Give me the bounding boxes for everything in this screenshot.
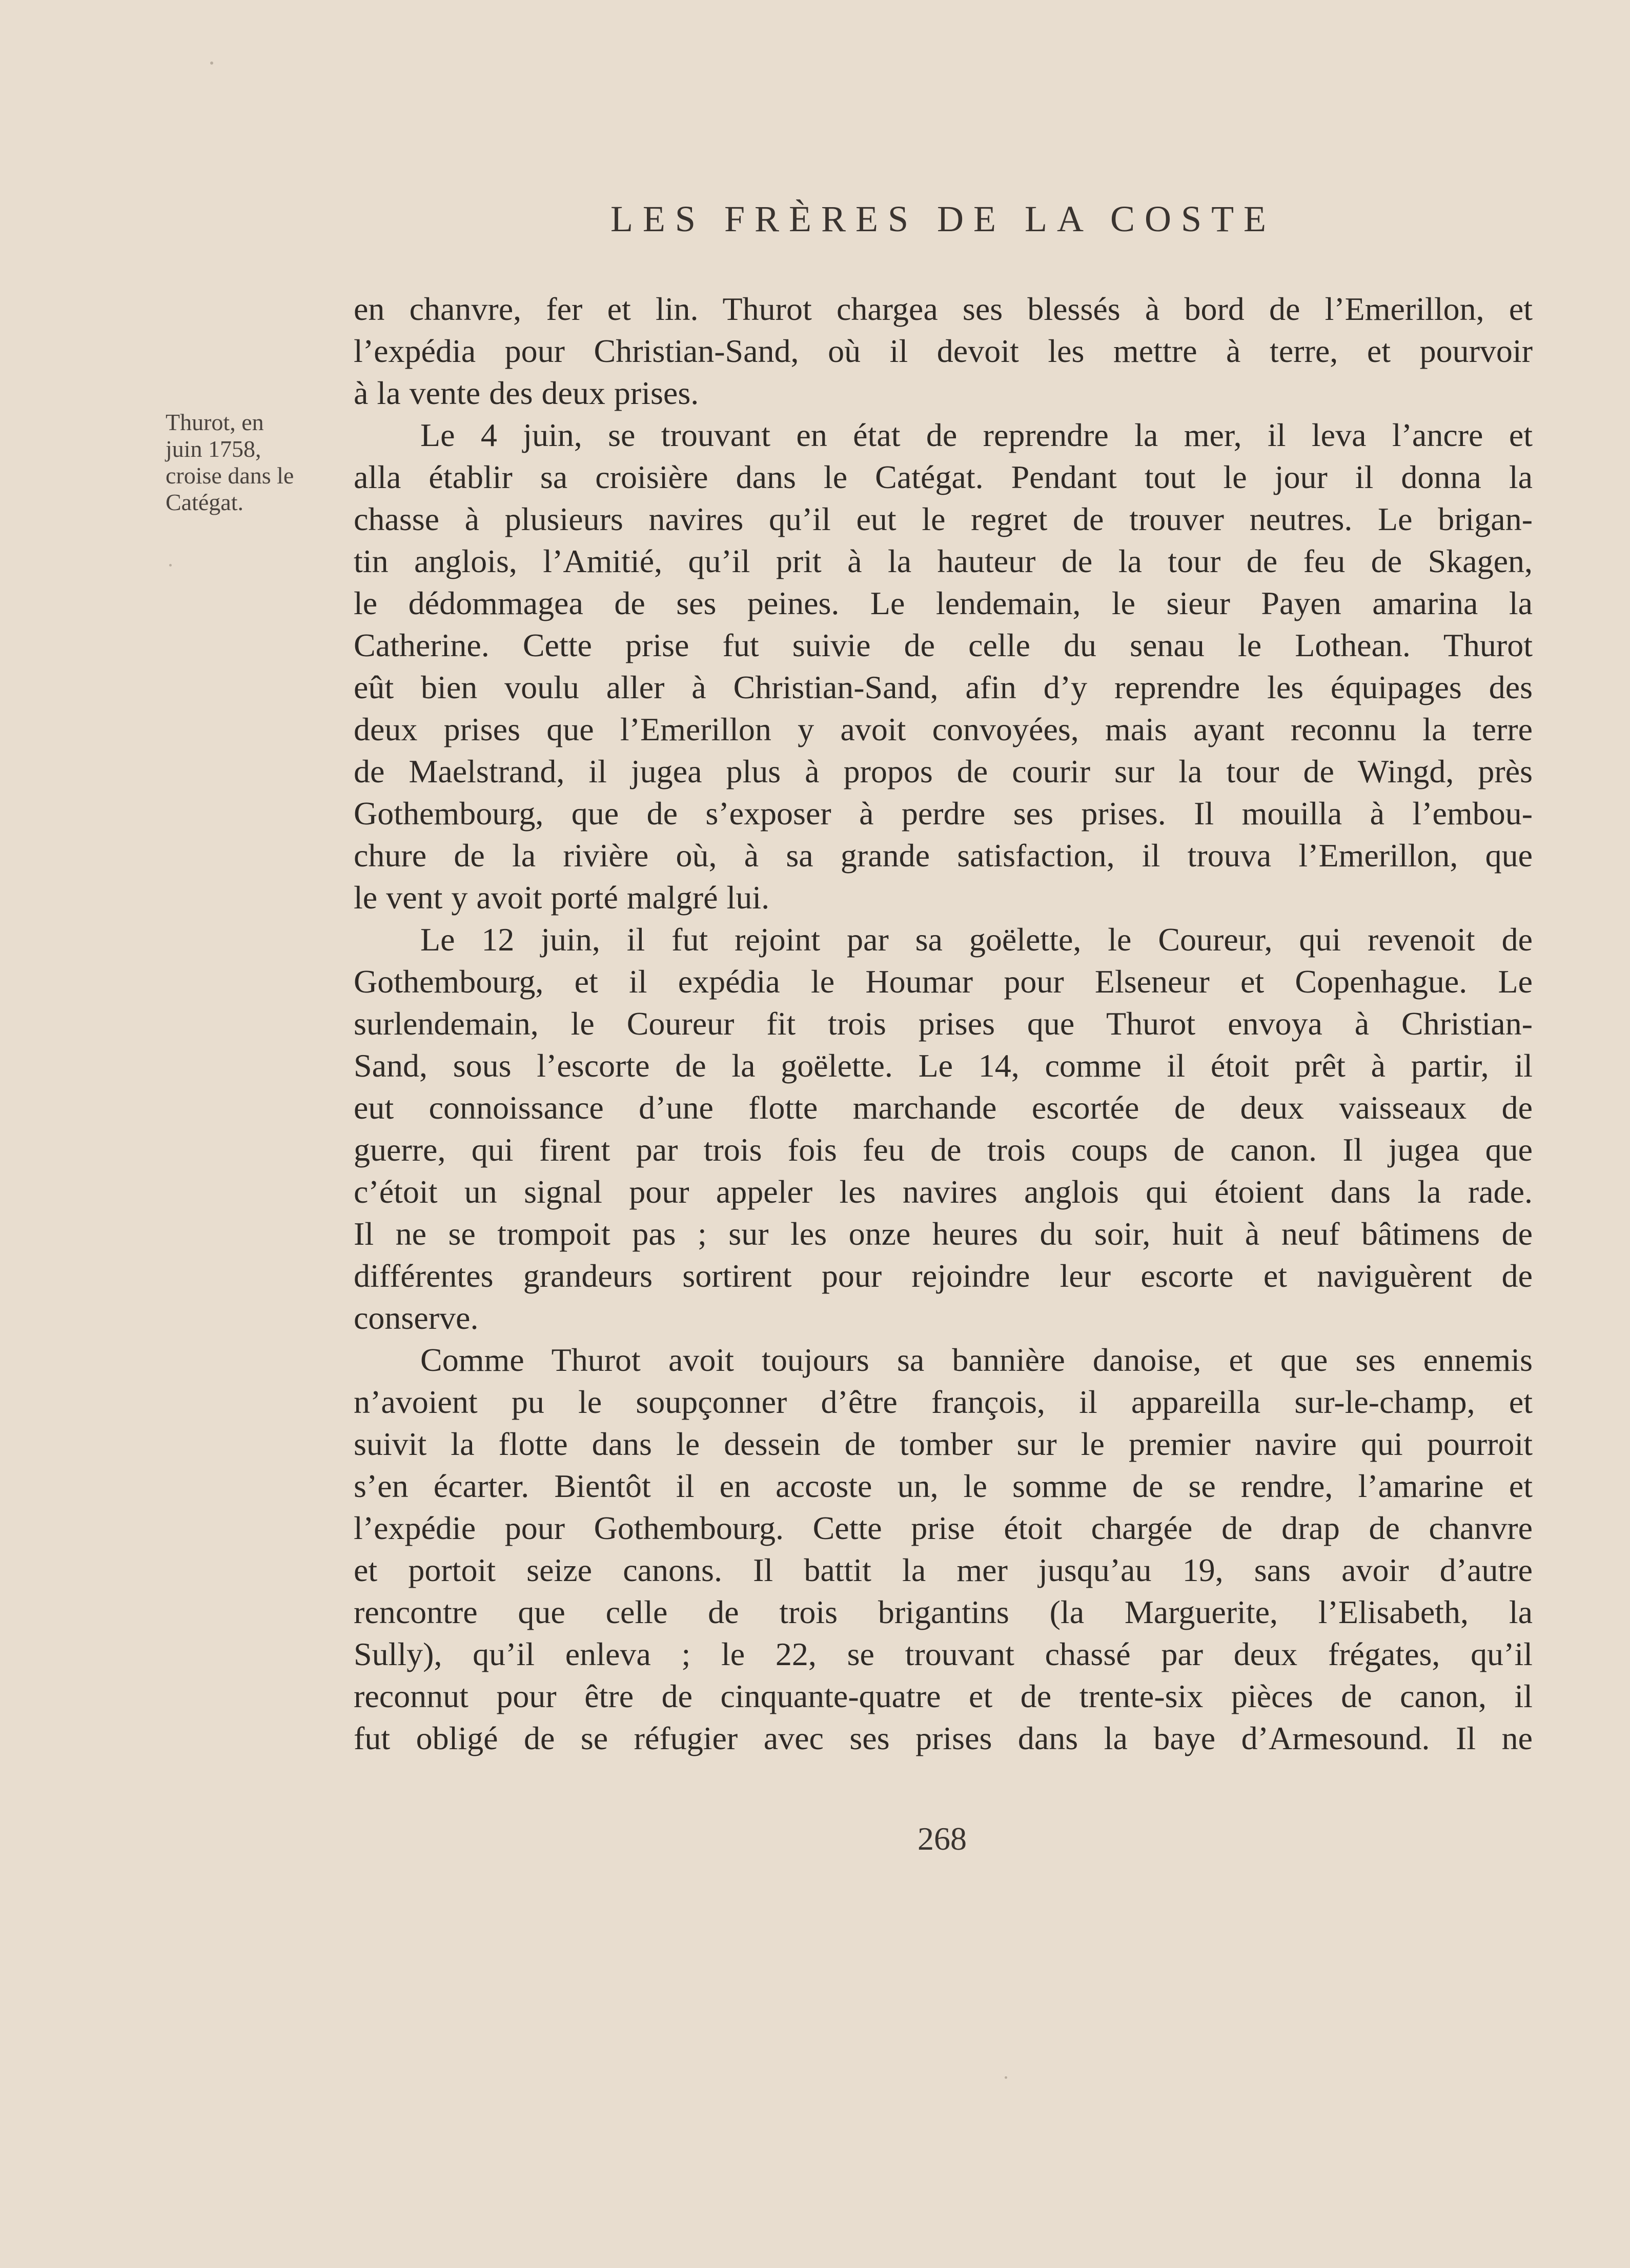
- text-line: guerre, qui firent par trois fois feu de trois coups de canon. Il jugea que: [354, 1131, 1533, 1168]
- page-number: 268: [918, 1820, 967, 1857]
- text-line: Gothembourg, que de s’exposer à perdre ses prises. Il mouilla à l’embou-: [354, 795, 1533, 832]
- paper-speck: [169, 564, 172, 566]
- text-line: de Maelstrand, il jugea plus à propos de courir sur la tour de Wingd, près: [354, 753, 1533, 789]
- text-line: l’expédia pour Christian-Sand, où il devoit les mettre à terre, et pourvoir: [354, 333, 1533, 369]
- text-line: rencontre que celle de trois brigantins (la Marguerite, l’Elisabeth, la: [354, 1594, 1533, 1630]
- text-line: Gothembourg, et il expédia le Houmar pour Elseneur et Copenhague. Le: [354, 963, 1533, 1000]
- text-line: chure de la rivière où, à sa grande satisfaction, il trouva l’Emerillon, que: [354, 837, 1533, 874]
- body-text: [354, 288, 1533, 1759]
- text-line: Catherine. Cette prise fut suivie de celle du senau le Lothean. Thurot: [354, 627, 1533, 663]
- text-line: c’étoit un signal pour appeler les navires anglois qui étoient dans la rade.: [354, 1173, 1533, 1210]
- text-line: alla établir sa croisière dans le Catégat. Pendant tout le jour il donna la: [354, 459, 1533, 495]
- text-line: différentes grandeurs sortirent pour rejoindre leur escorte et naviguèrent de: [354, 1258, 1533, 1294]
- text-line: Il ne se trompoit pas ; sur les onze heures du soir, huit à neuf bâtimens de: [354, 1216, 1533, 1252]
- text-line: eût bien voulu aller à Christian-Sand, afin d’y reprendre les équipages des: [354, 669, 1533, 705]
- margin-note-line: Thurot, en: [166, 409, 264, 435]
- paper-speck: [210, 62, 213, 65]
- margin-note: [166, 409, 337, 516]
- margin-note-line: Catégat.: [166, 489, 243, 515]
- paper-speck: [1005, 2076, 1007, 2079]
- text-line: fut obligé de se réfugier avec ses prises dans la baye d’Armesound. Il ne: [354, 1720, 1533, 1756]
- running-head: LES FRÈRES DE LA COSTE: [610, 198, 1276, 239]
- text-line: le dédommagea de ses peines. Le lendemain, le sieur Payen amarina la: [354, 585, 1533, 621]
- text-line: Sand, sous l’escorte de la goëlette. Le 14, comme il étoit prêt à partir, il: [354, 1047, 1533, 1084]
- text-line: s’en écarter. Bientôt il en accoste un, le somme de se rendre, l’amarine et: [354, 1468, 1533, 1504]
- text-line: Le 4 juin, se trouvant en état de reprendre la mer, il leva l’ancre et: [420, 417, 1533, 453]
- text-line: tin anglois, l’Amitié, qu’il prit à la hauteur de la tour de feu de Skagen,: [354, 543, 1533, 579]
- margin-note-line: croise dans le: [166, 462, 294, 489]
- text-line: le vent y avoit porté malgré lui.: [354, 879, 770, 916]
- text-line: suivit la flotte dans le dessein de tomber sur le premier navire qui pourroit: [354, 1426, 1533, 1462]
- text-line: reconnut pour être de cinquante-quatre et de trente-six pièces de canon, il: [354, 1678, 1533, 1714]
- text-line: chasse à plusieurs navires qu’il eut le regret de trouver neutres. Le brigan-: [354, 501, 1533, 537]
- text-line: Sully), qu’il enleva ; le 22, se trouvant chassé par deux frégates, qu’il: [354, 1636, 1533, 1672]
- text-line: et portoit seize canons. Il battit la mer jusqu’au 19, sans avoir d’autre: [354, 1552, 1533, 1588]
- text-line: deux prises que l’Emerillon y avoit convoyées, mais ayant reconnu la terre: [354, 711, 1533, 747]
- text-line: Le 12 juin, il fut rejoint par sa goëlette, le Coureur, qui revenoit de: [420, 921, 1533, 958]
- text-line: n’avoient pu le soupçonner d’être françois, il appareilla sur-le-champ, et: [354, 1384, 1533, 1420]
- text-line: conserve.: [354, 1300, 479, 1336]
- text-line: eut connoissance d’une flotte marchande escortée de deux vaisseaux de: [354, 1089, 1533, 1126]
- text-line: l’expédie pour Gothembourg. Cette prise étoit chargée de drap de chanvre: [354, 1510, 1533, 1546]
- text-line: surlendemain, le Coureur fit trois prises que Thurot envoya à Christian-: [354, 1005, 1533, 1042]
- text-line: en chanvre, fer et lin. Thurot chargea ses blessés à bord de l’Emerillon, et: [354, 291, 1533, 327]
- text-line: à la vente des deux prises.: [354, 375, 699, 411]
- text-line: Comme Thurot avoit toujours sa bannière danoise, et que ses ennemis: [420, 1342, 1533, 1378]
- margin-note-line: juin 1758,: [166, 436, 261, 462]
